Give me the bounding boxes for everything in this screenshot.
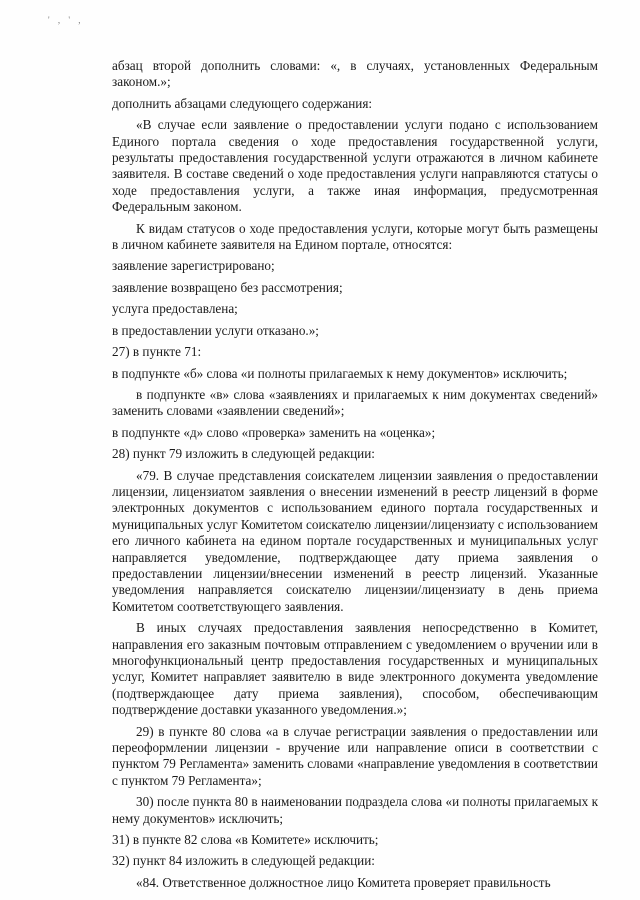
paragraph: В иных случаях предоставления заявления непосредственно в Комитет, направления его заказным почтовым отправлением с уведомлением о вручении или в многофункциональный центр предоставления государственных и муниципальных услуг, Комитет направляет заявителю в виде электронного документа уведомление (подтверждающее дату приема заявления), способом, обеспечивающим подтверждение доставки указанного уведомления.»; xyxy=(112,620,598,718)
paragraph: 29) в пункте 80 слова «а в случае регистрации заявления о предоставлении или переоформлении лицензии - вручение или направление описи в соответствии с пунктом 79 Регламента» заменить словами «направление уведомления в соответствии с пунктом 79 Регламента»; xyxy=(112,723,598,788)
paragraph: «79. В случае представления соискателем лицензии заявления о предоставлении лицензии, лицензиатом заявления о внесении изменений в реестр лицензий в форме электронных документов с использованием единого портала государственных и муниципальных услуг Комитетом соискателю лицензии/лицензиату с использованием его личного кабинета на едином портале государственных и муниципальных услуг направляется уведомление, подтверждающее дату приема заявления о предоставлении лицензии/внесении изменений в реестр лицензий. Указанные уведомления направляется соискателю лицензии/лицензиату в день приема Комитетом соответствующего заявления. xyxy=(112,467,598,614)
paragraph: 32) пункт 84 изложить в следующей редакции: xyxy=(112,853,375,869)
paragraph: дополнить абзацами следующего содержания: xyxy=(112,95,373,111)
document-body xyxy=(112,58,598,896)
paragraph: в подпункте «д» слово «проверка» заменить на «оценка»; xyxy=(112,424,436,440)
paragraph: К видам статусов о ходе предоставления услуги, которые могут быть размещены в личном кабинете заявителя на Едином портале, относятся: xyxy=(112,220,598,253)
paragraph: «В случае если заявление о предоставлении услуги подано с использованием Единого портала сведения о ходе предоставления государственной услуги, результаты предоставления государственной услуги отражаются в личном кабинете заявителя. В составе сведений о ходе предоставления услуги направляются статусы о ходе предоставления услуги, а также иная информация, предусмотренная Федеральным законом. xyxy=(112,117,598,215)
paragraph: в предоставлении услуги отказано.»; xyxy=(112,322,319,338)
paragraph: абзац второй дополнить словами: «, в случаях, установленных Федеральным законом.»; xyxy=(112,58,598,90)
paragraph: услуга предоставлена; xyxy=(112,301,238,317)
paragraph: «84. Ответственное должностное лицо Комитета проверяет правильность xyxy=(136,874,551,890)
paragraph: 27) в пункте 71: xyxy=(112,344,202,360)
paragraph: 28) пункт 79 изложить в следующей редакции: xyxy=(112,446,375,462)
paragraph: 31) в пункте 82 слова «в Комитете» исключить; xyxy=(112,832,379,848)
scan-marks: ' , ' , xyxy=(48,15,84,25)
paragraph: заявление зарегистрировано; xyxy=(112,258,275,274)
paragraph: в подпункте «б» слова «и полноты прилагаемых к нему документов» исключить; xyxy=(112,365,568,381)
paragraph: 30) после пункта 80 в наименовании подраздела слова «и полноты прилагаемых к нему документов» исключить; xyxy=(112,794,598,826)
paragraph: заявление возвращено без рассмотрения; xyxy=(112,279,343,295)
paragraph: в подпункте «в» слова «заявлениях и прилагаемых к ним документах сведений» заменить словами «заявлении сведений»; xyxy=(112,386,598,419)
